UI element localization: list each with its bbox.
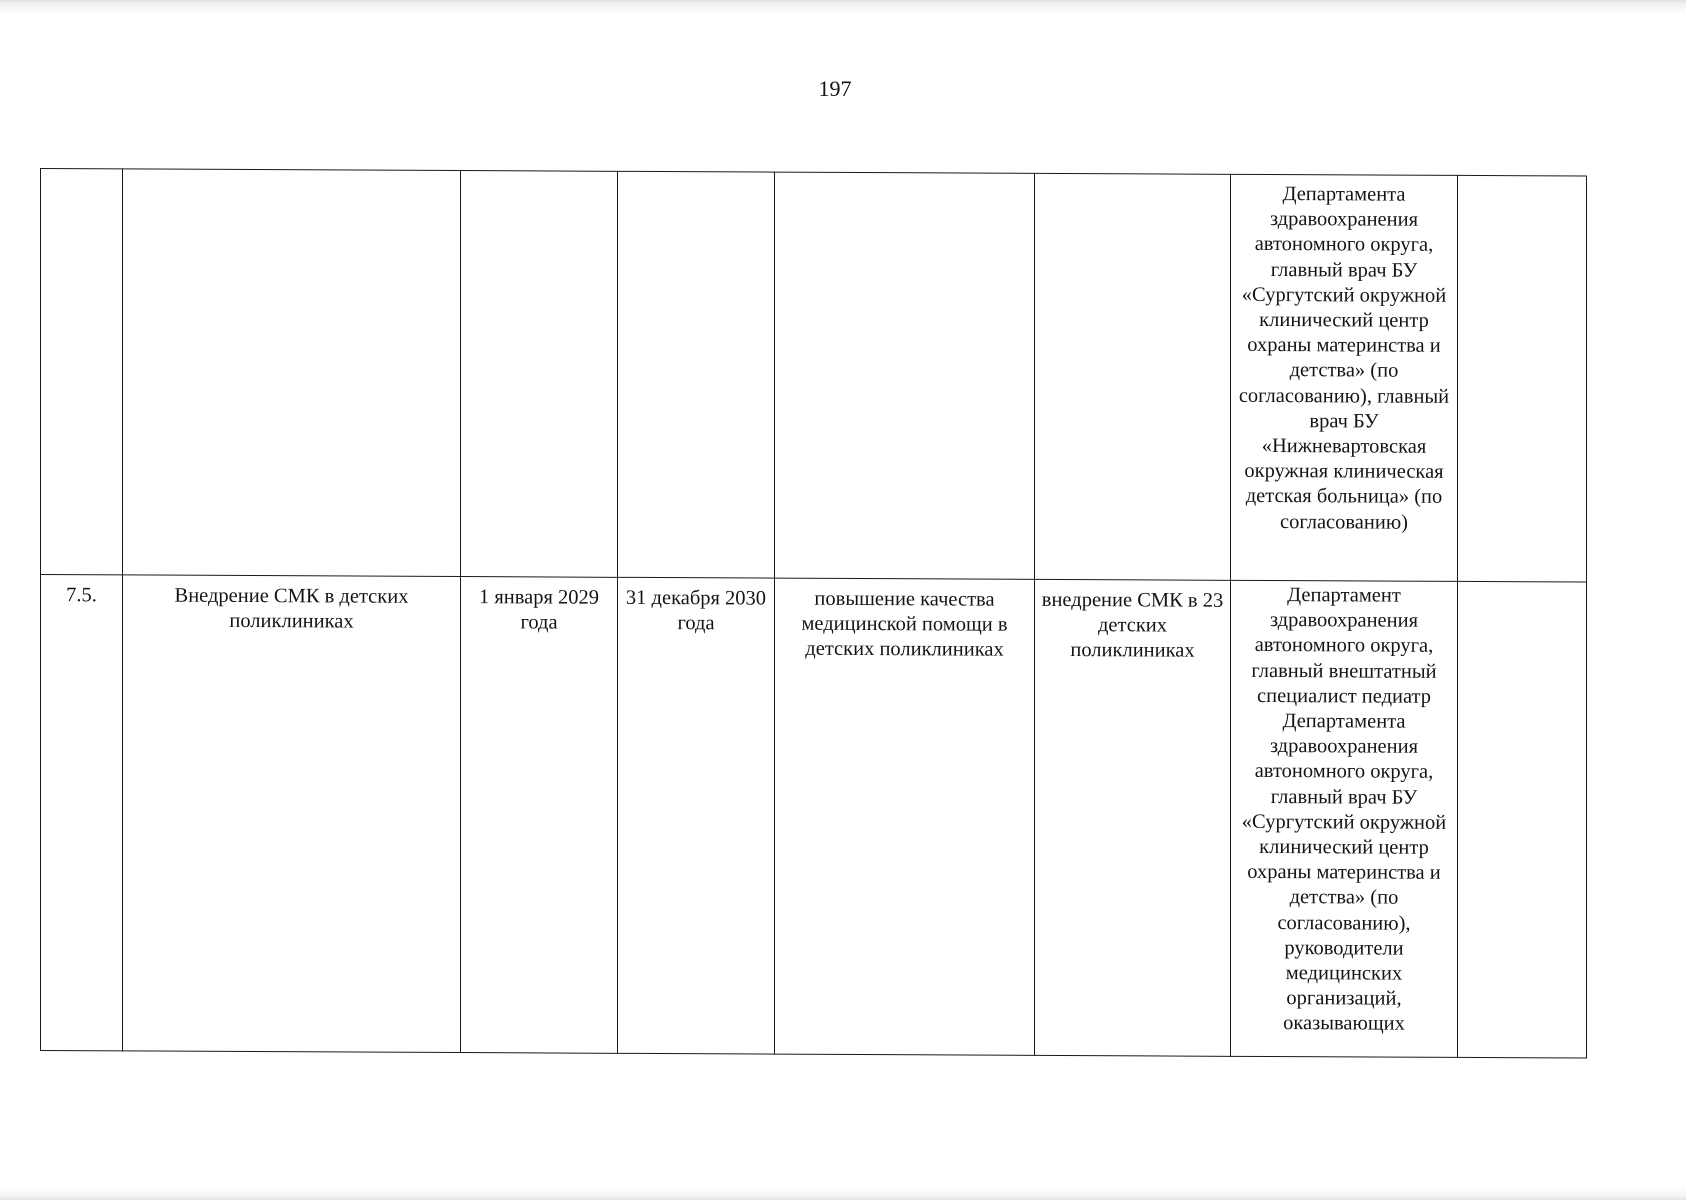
cell-start-date: 1 января 2029 года <box>461 577 618 1054</box>
cell-responsible: Департамента здравоохранения автономного округа, главный врач БУ «Сургутский окружной клинический центр охраны материнства и детства» (по согласованию), главный врач БУ «Нижневартовская окружная клиническая детская больница» (по согласованию) <box>1231 174 1458 581</box>
table-row-continuation <box>41 169 1587 583</box>
cell-result: повышение качества медицинской помощи в детских поликлиниках <box>775 578 1035 1055</box>
cell-number: 7.5. <box>41 575 123 1051</box>
cell-end-date: 31 декабря 2030 года <box>618 577 775 1054</box>
cell-last <box>1458 581 1587 1058</box>
table-row-7-5 <box>41 575 1587 1059</box>
cell-indicator <box>1035 173 1231 580</box>
scan-edge-top <box>0 0 1686 14</box>
cell-event: Внедрение СМК в детских поликлиниках <box>123 575 461 1053</box>
page-number: 197 <box>818 76 852 101</box>
plan-table <box>40 168 1587 1059</box>
cell-result <box>775 172 1035 579</box>
cell-number <box>41 169 123 575</box>
cell-last <box>1458 175 1587 582</box>
cell-end-date <box>618 171 775 578</box>
cell-start-date <box>461 171 618 578</box>
cell-indicator: внедрение СМК в 23 детских поликлиниках <box>1035 579 1231 1056</box>
scan-edge-bottom <box>0 1186 1686 1200</box>
cell-responsible: Департамент здравоохранения автономного округа, главный внештатный специалист педиатр Департамента здравоохранения автономного округа, главный врач БУ «Сургутский окружной клинический центр охраны материнства и детства» (по согласованию), руководители медицинских организаций, оказывающих <box>1231 580 1458 1057</box>
cell-event <box>123 169 461 577</box>
